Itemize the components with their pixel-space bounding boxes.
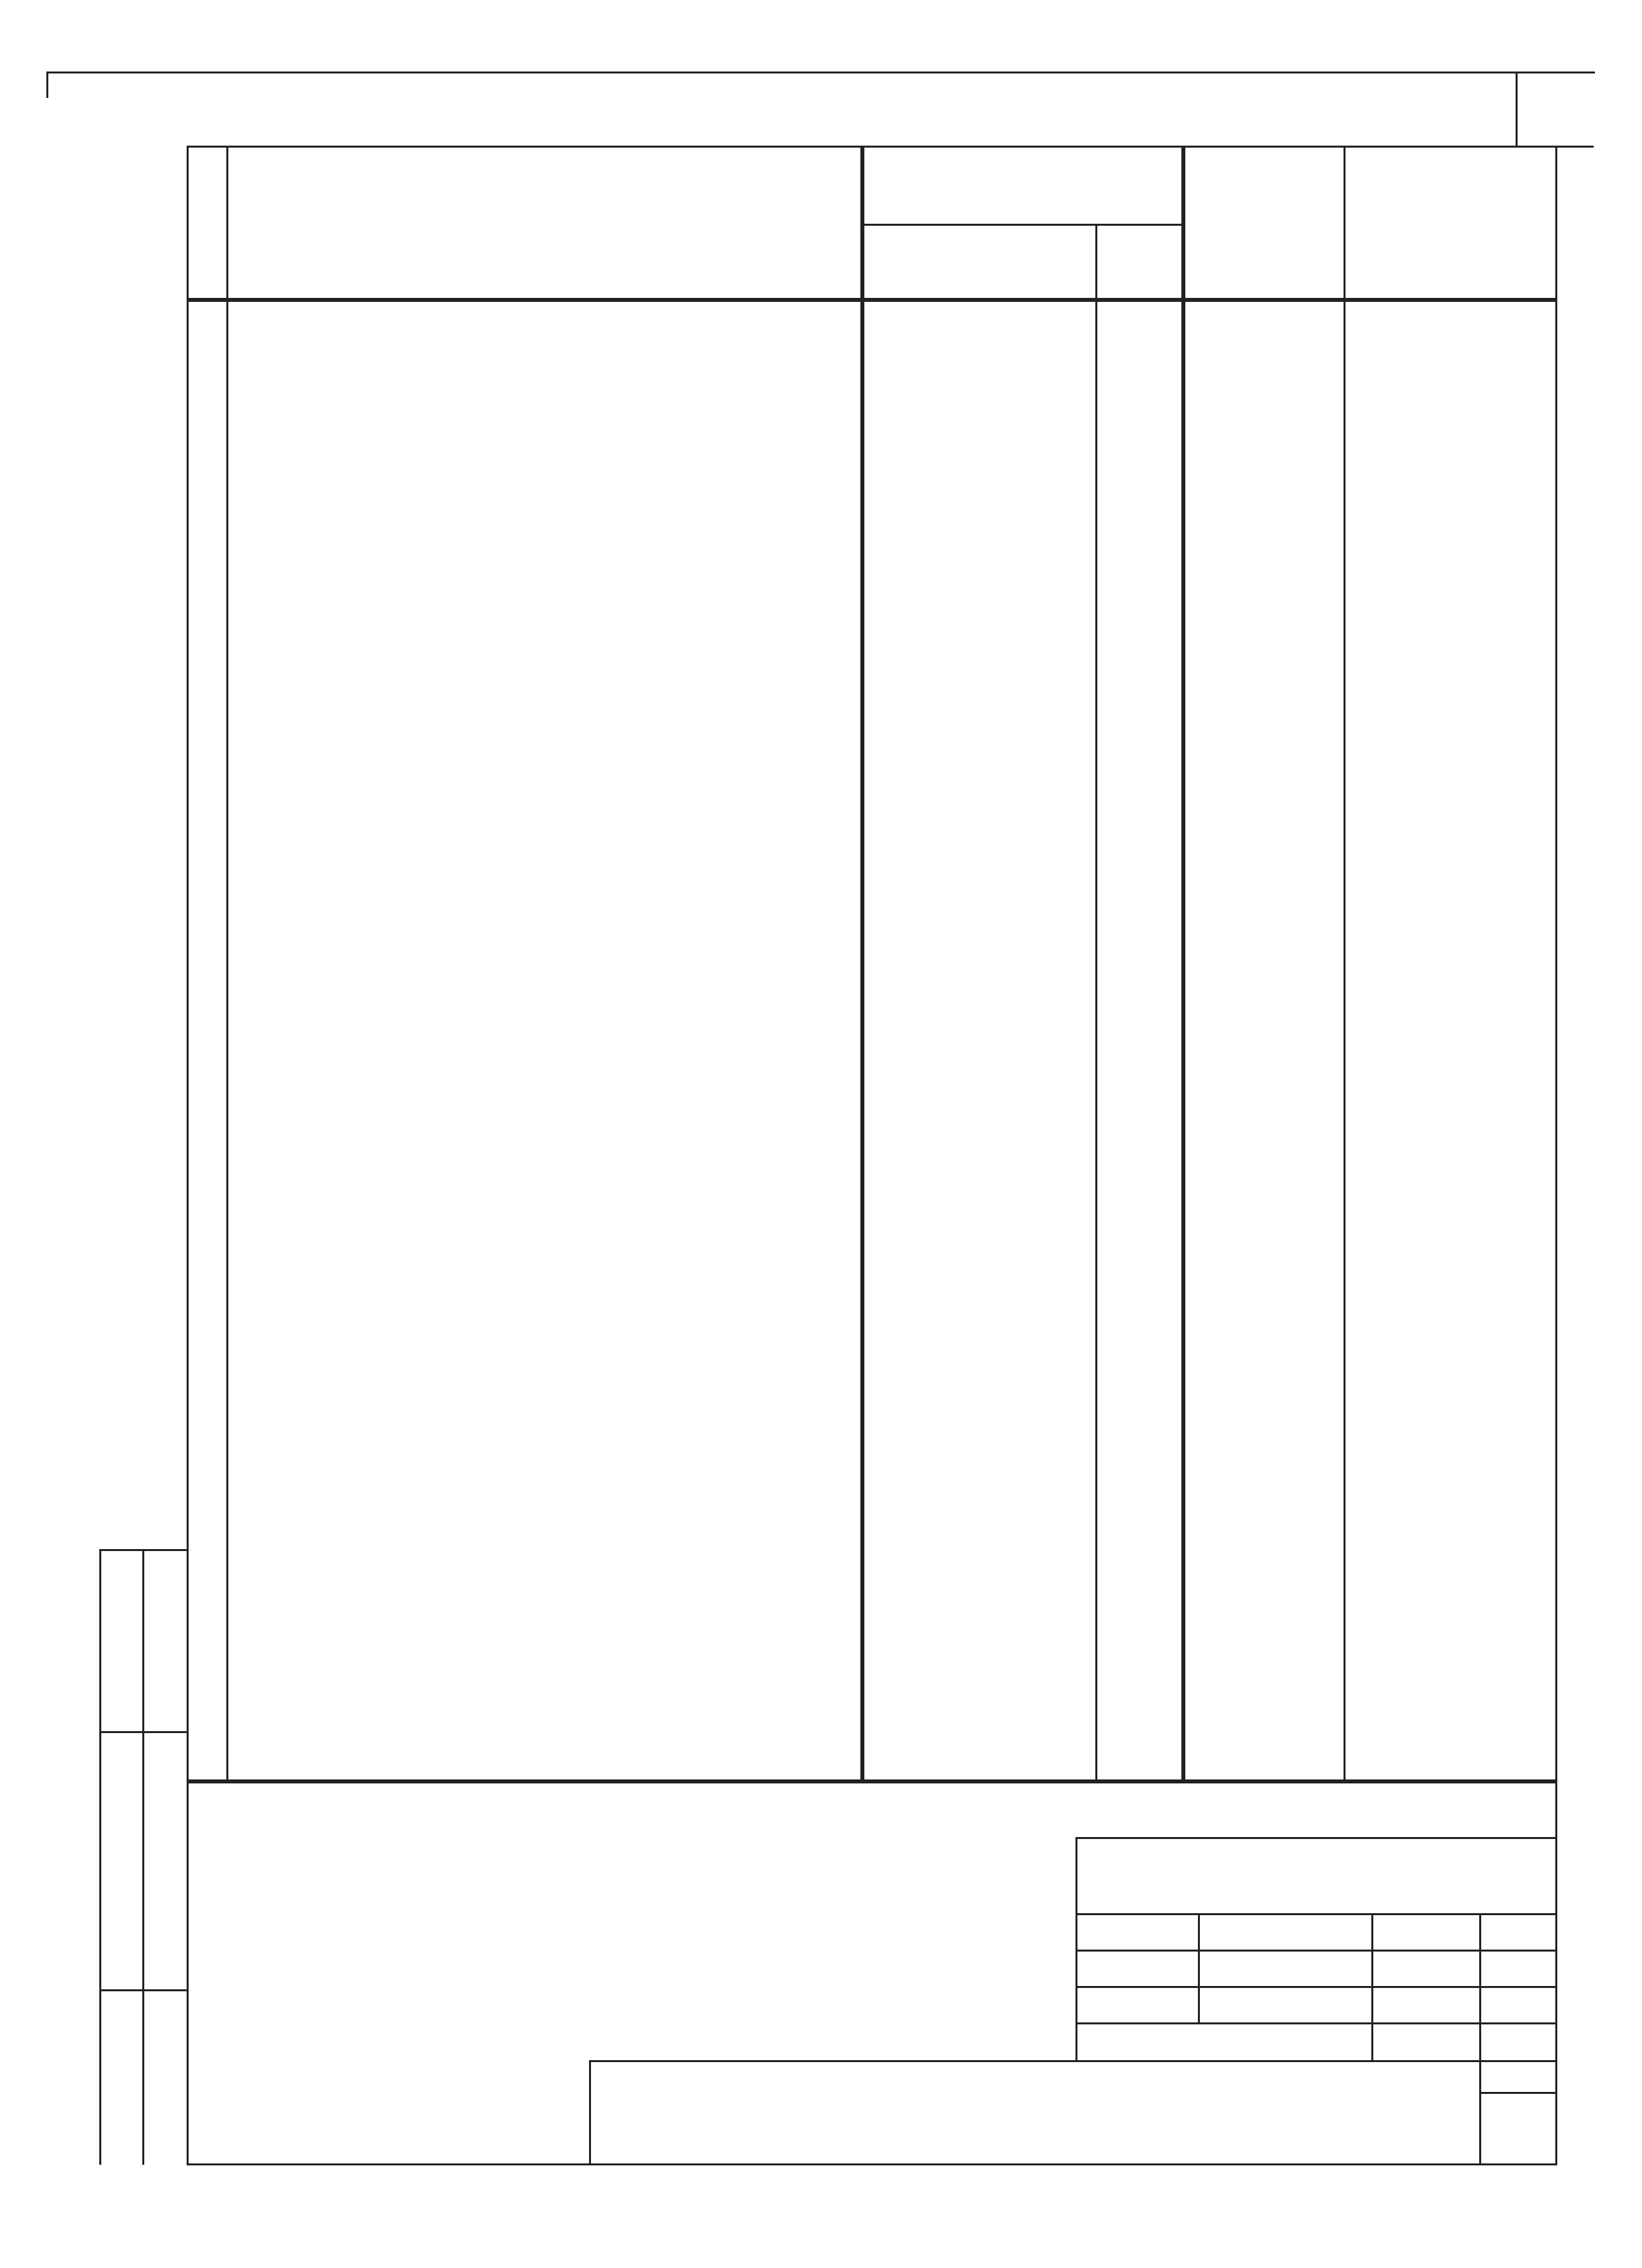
stamp-left-line [99,1549,101,2165]
tb-col-3 [1479,1913,1481,2165]
col-line-material [1095,225,1097,1781]
tb-line-3 [1075,1986,1557,1988]
sheet-div [1479,2092,1557,2094]
top-border [46,71,1595,73]
stamp-top [99,1549,189,1551]
page-number-divider [1516,71,1518,146]
col-line-qty [1344,147,1346,1781]
frame-left [187,147,189,2165]
doc-block-top [589,2060,1557,2062]
stamp-div-1 [99,1731,189,1733]
tb-line-4 [1075,2022,1557,2024]
table-bottom-line [187,1779,1557,1783]
stamp-mid-line [142,1549,144,2165]
tb-col-1 [1198,1913,1200,2022]
left-border-top [46,71,48,98]
header-bottom-line [187,298,1557,302]
frame-top-under-header [187,146,1594,148]
col-line-rownum [226,147,228,1781]
col-line-name [860,147,864,1781]
col-line-unit [1181,147,1185,1781]
frame-right [1555,147,1557,2165]
tb-line-1 [1075,1913,1557,1915]
frame-bottom [187,2163,1557,2165]
tb-top [1075,1837,1557,1839]
stamp-div-2 [99,1989,189,1991]
doc-block-left [589,2060,591,2165]
tb-line-2 [1075,1950,1557,1952]
tb-col-2 [1371,1913,1373,2062]
code-subheader-line [860,224,1183,226]
